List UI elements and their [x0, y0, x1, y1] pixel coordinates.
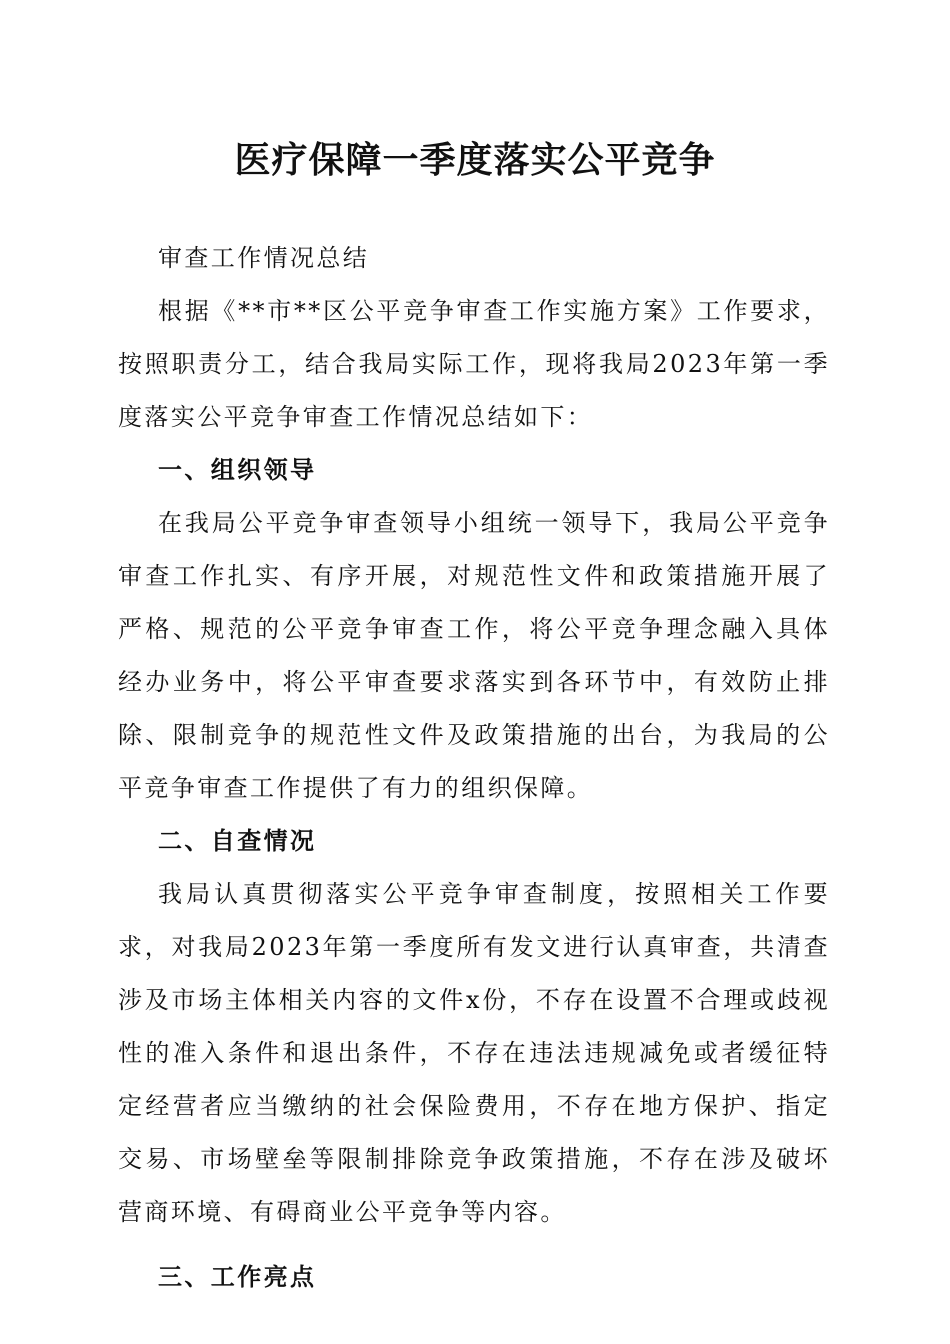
section-heading-self-check: 二、自查情况	[158, 827, 317, 855]
section-paragraph-self-check: 我局认真贯彻落实公平竞争审查制度，按照相关工作要求，对我局2023年第一季度所有发文进行认真审查，共清查涉及市场主体相关内容的文件x份，不存在设置不合理或歧视性的准入条件和退出条件，不存在违法违规减免或者缓征特定经营者应当缴纳的社会保险费用，不存在地方保护、指定交易、市场壁垒等限制排除竞争政策措施，不存在涉及破坏营商环境、有碍商业公平竞争等内容。	[118, 880, 830, 1226]
section-heading-highlights: 三、工作亮点	[158, 1263, 317, 1291]
document-title: 医疗保障一季度落实公平竞争	[234, 139, 716, 181]
intro-paragraph: 根据《**市**区公平竞争审查工作实施方案》工作要求，按照职责分工，结合我局实际工作，现将我局2023年第一季度落实公平竞争审查工作情况总结如下：	[118, 297, 830, 431]
section-paragraph-organization: 在我局公平竞争审查领导小组统一领导下，我局公平竞争审查工作扎实、有序开展，对规范性文件和政策措施开展了严格、规范的公平竞争审查工作，将公平竞争理念融入具体经办业务中，将公平审查要求落实到各环节中，有效防止排除、限制竞争的规范性文件及政策措施的出台，为我局的公平竞争审查工作提供了有力的组织保障。	[118, 509, 830, 802]
document-subtitle: 审查工作情况总结	[158, 244, 370, 272]
section-heading-organization: 一、组织领导	[158, 456, 317, 484]
document-body	[118, 232, 830, 1304]
